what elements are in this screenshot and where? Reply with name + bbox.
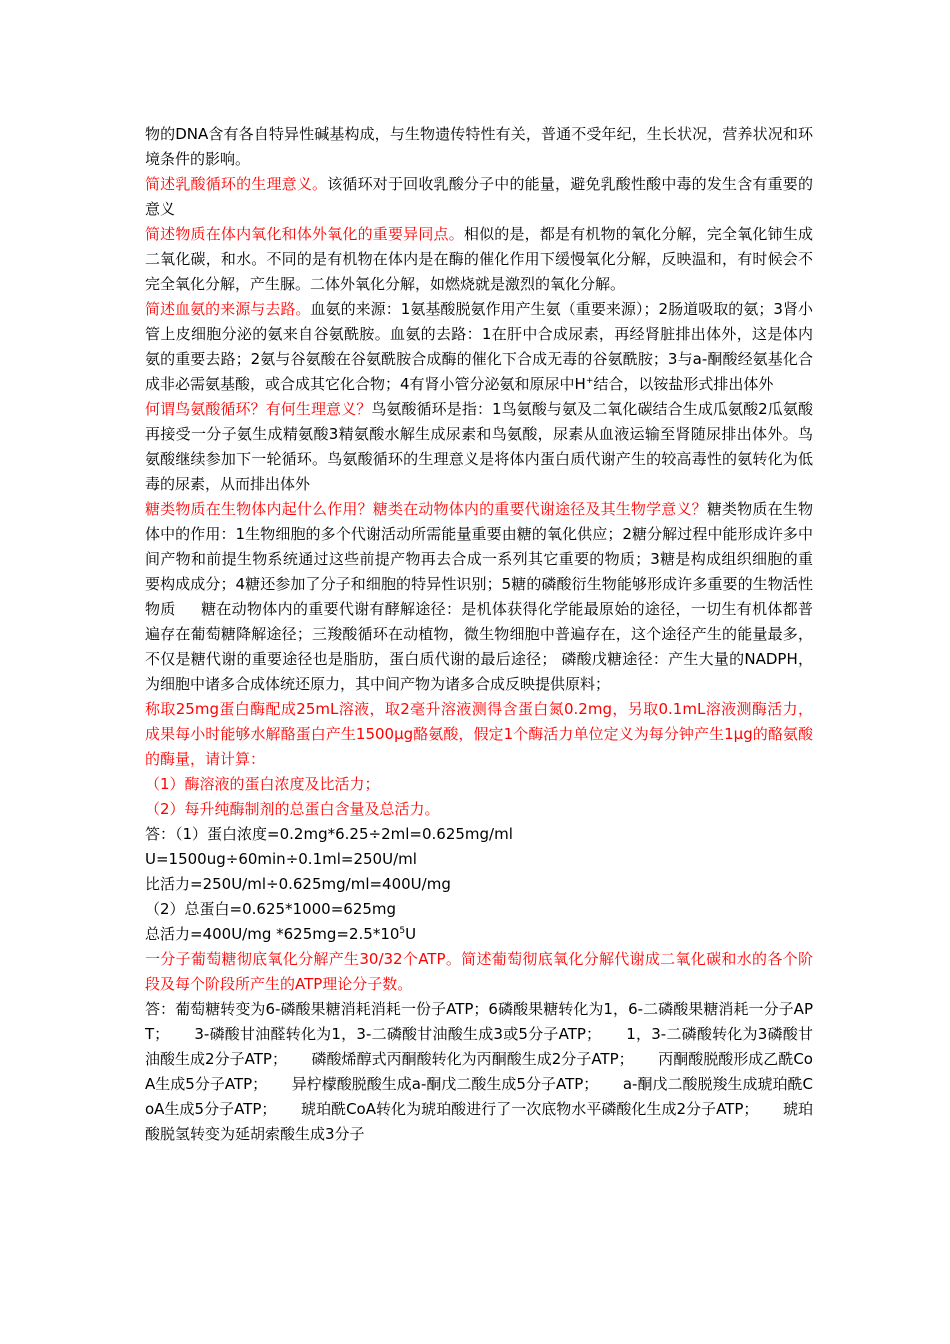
paragraph-answer-line-4 [145, 897, 813, 922]
question-text: 糖类物质在生物体内起什么作用？糖类在动物体内的重要代谢途径及其生物学意义？ [145, 500, 707, 518]
answer-text: 糖类物质在生物体中的作用：1生物细胞的多个代谢活动所需能量重要由糖的氧化供应；2糖分解过程中能形成许多中间产物和前提生物系统通过这些前提产物再去合成一系列其它重要的物质；3糖是构成组织细胞的重要构成成分；4糖还参加了分子和细胞的特异性识别；5糖的磷酸衍生物能够形成许多重要的生物活性物质 糖在动物体内的重要代谢有酵解途径：是机体获得化学能最原始的途径，一切生有机体都普遍存在葡萄糖降解途径；三羧酸循环在动植物，微生物细胞中普遍存在，这个途径产生的能量最多，不仅是糖代谢的重要途径也是脂肪，蛋白质代谢的最后途径； 磷酸戊糖途径：产生大量的NADPH，为细胞中诸多合成体统还原力，其中间产物为诸多合成反映提供原料； [145, 500, 813, 693]
paragraph-enzyme-subquestion-2 [145, 797, 813, 822]
superscript: + [585, 376, 594, 386]
answer-text: 答：葡萄糖转变为6-磷酸果糖消耗消耗一份子ATP；6磷酸果糖转化为1，6-二磷酸果糖消耗一分子APT； 3-磷酸甘油醛转化为1，3-二磷酸甘油酸生成3或5分子ATP； 1，3-二磷酸转化为3磷酸甘油酸生成2分子ATP； 磷酸烯醇式丙酮酸转化为丙酮酸生成2分子ATP； 丙酮酸脱酸形成乙酰CoA生成5分子ATP； 异柠檬酸脱酸生成a-酮戊二酸生成5分子ATP； a-酮戊二酸脱羧生成琥珀酰CoA生成5分子ATP； 琥珀酰CoA转化为琥珀酸进行了一次底物水平磷酸化生成2分子ATP； 琥珀酸脱氢转变为延胡索酸生成3分子 [145, 1000, 813, 1143]
answer-text: 答：（1）蛋白浓度=0.2mg*6.25÷2ml=0.625mg/ml [145, 825, 513, 843]
paragraph-blood-ammonia [145, 297, 813, 397]
paragraph-carbohydrate-roles [145, 497, 813, 697]
answer-text: 结合，以铵盐形式排出体外 [593, 375, 774, 393]
answer-text: 血氨的来源：1氨基酸脱氨作用产生氨（重要来源）；2肠道吸取的氨；3肾小管上皮细胞分泌的氨来自谷氨酰胺。血氨的去路：1在肝中合成尿素，再经肾脏排出体外，这是体内氨的重要去路；2氨与谷氨酸在谷氨酰胺合成酶的催化下合成无毒的谷氨酰胺；3与a-酮酸经氨基化合成非必需氨基酸，或合成其它化合物；4有肾小管分泌氨和原尿中H [145, 300, 813, 393]
superscript: 5 [399, 926, 406, 936]
paragraph-enzyme-subquestion-1 [145, 772, 813, 797]
question-text: 何谓鸟氨酸循环？有何生理意义？ [145, 400, 372, 418]
answer-text: 物的DNA含有各自特异性碱基构成，与生物遗传特性有关，普通不受年纪，生长状况，营养状况和环境条件的影响。 [145, 125, 813, 168]
paragraph-answer-line-3 [145, 872, 813, 897]
question-text: 简述物质在体内氧化和体外氧化的重要异同点。 [145, 225, 464, 243]
paragraph-oxidation-comparison [145, 222, 813, 297]
question-text: 简述乳酸循环的生理意义。 [145, 175, 328, 193]
answer-text: （2）总蛋白=0.625*1000=625mg [145, 900, 397, 918]
answer-text: 鸟氨酸循环是指：1鸟氨酸与氨及二氧化碳结合生成瓜氨酸2瓜氨酸再接受一分子氨生成精氨酸3精氨酸水解生成尿素和鸟氨酸，尿素从血液运输至肾随尿排出体外。鸟氨酸继续参加下一轮循环。鸟氨酸循环的生理意义是将体内蛋白质代谢产生的较高毒性的氨转化为低毒的尿素，从而排出体外 [145, 400, 813, 493]
paragraph-glucose-atp-answer [145, 997, 813, 1147]
paragraph-answer-line-1 [145, 822, 813, 847]
answer-text: U [405, 925, 417, 943]
paragraph-dna-continuation [145, 122, 813, 172]
question-text: 简述血氨的来源与去路。 [145, 300, 311, 318]
paragraph-enzyme-problem [145, 697, 813, 772]
paragraph-answer-line-5 [145, 922, 813, 947]
paragraph-lactate-cycle [145, 172, 813, 222]
question-text: （1）酶溶液的蛋白浓度及比活力； [145, 775, 380, 793]
answer-text: 比活力=250U/ml÷0.625mg/ml=400U/mg [145, 875, 451, 893]
paragraph-glucose-atp-question [145, 947, 813, 997]
answer-text: 相似的是，都是有机物的氧化分解，完全氧化铈生成二氧化碳，和水。不同的是有机物在体内是在酶的催化作用下缓慢氧化分解，反映温和，有时候会不完全氧化分解，产生脲。二体外氧化分解，如燃烧就是激烈的氧化分解。 [145, 225, 813, 293]
answer-text: U=1500ug÷60min÷0.1ml=250U/ml [145, 850, 417, 868]
paragraph-answer-line-2 [145, 847, 813, 872]
question-text: （2）每升纯酶制剂的总蛋白含量及总活力。 [145, 800, 440, 818]
paragraph-ornithine-cycle [145, 397, 813, 497]
document-body [145, 122, 813, 1147]
question-text: 称取25mg蛋白酶配成25mL溶液，取2毫升溶液测得含蛋白氮0.2mg，另取0.1mL溶液测酶活力，成果每小时能够水解酪蛋白产生1500μg酪氨酸，假定1个酶活力单位定义为每分钟产生1μg的酪氨酸的酶量，请计算： [145, 700, 813, 768]
answer-text: 该循环对于回收乳酸分子中的能量，避免乳酸性酸中毒的发生含有重要的意义 [145, 175, 813, 218]
answer-text: 总活力=400U/mg *625mg=2.5*10 [145, 925, 400, 943]
question-text: 一分子葡萄糖彻底氧化分解产生30/32个ATP。简述葡萄彻底氧化分解代谢成二氧化碳和水的各个阶段及每个阶段所产生的ATP理论分子数。 [145, 950, 813, 993]
